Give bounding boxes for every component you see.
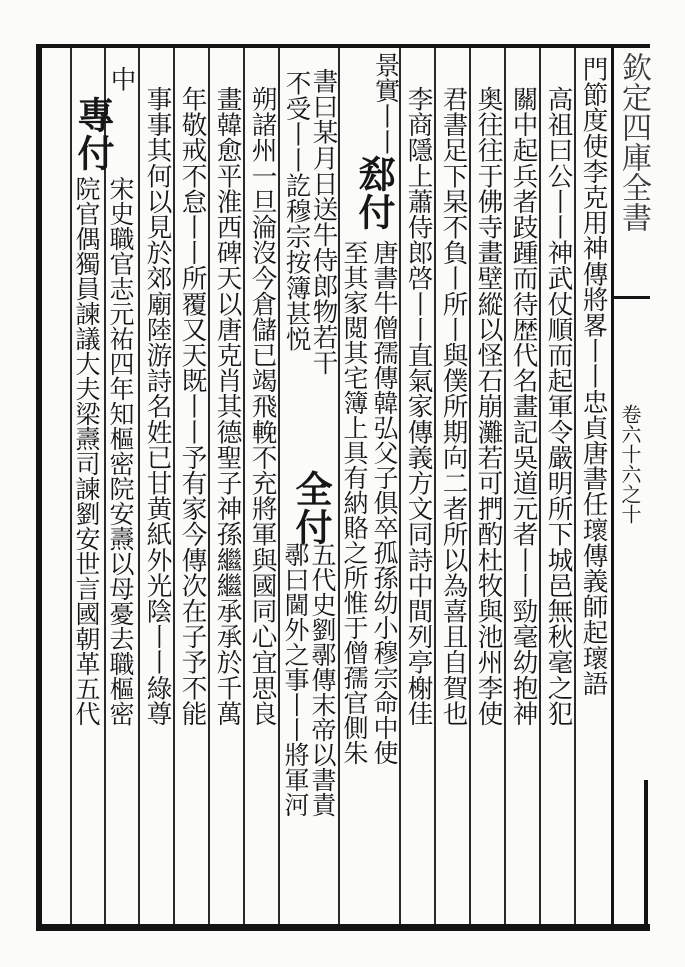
column-rule <box>469 48 471 924</box>
note-xifu-left: 至其家閲其宅簿上具有納賂之所惟于僧孺官側朱 <box>340 240 369 765</box>
column-rule <box>243 48 245 924</box>
text-column: 事事其何以見於郊廟陸游詩名姓已甘黄紙外光陰丨丨綠尊 <box>142 86 173 726</box>
headword-zhuanfu: 專付 <box>71 96 115 172</box>
text-column: 李商隱上蕭侍郎啓丨丨直氣家傳義方文同詩中間列亭榭佳 <box>403 86 434 726</box>
note-xifu-right: 唐書牛僧孺傳韓弘父子俱卒孤孫幼小穆宗命中使 <box>370 240 399 765</box>
note-quanfu-left: 鄩曰閫外之事丨丨將軍河 <box>281 542 310 817</box>
text-column: 景實丨丨 <box>370 52 401 155</box>
column-rule <box>539 48 541 924</box>
text-column: 書曰某月日送牛侍郎物若干 <box>308 68 339 376</box>
column-rule <box>278 48 280 924</box>
book-title: 欽定四庫全書 <box>616 52 651 232</box>
text-column: 朔諸州一旦淪沒今倉儲已竭飛輓不充將軍與國同心宜思良 <box>247 86 278 726</box>
note-quanfu-right: 五代史劉鄩傳末帝以書責 <box>308 542 337 817</box>
column-rule <box>399 48 401 924</box>
note-zhuanfu-left: 院官偶獨員諫議大夫梁燾司諫劉安世言國朝革五代 <box>72 176 101 726</box>
column-rule <box>138 48 140 924</box>
header-divider <box>611 44 614 931</box>
column-rule <box>208 48 210 924</box>
column-rule <box>173 48 175 924</box>
frame-left <box>36 44 42 931</box>
juan-label: 卷六十六之十 <box>618 404 642 524</box>
text-column: 中 <box>106 66 137 92</box>
text-column: 關中起兵者跂踵而待歴代名畫記吳道元者丨丨勁毫幼抱神 <box>508 86 539 726</box>
header-rule <box>614 296 650 299</box>
column-rule <box>504 48 506 924</box>
text-column: 君書足下杲不負丨所丨與僕所期向二者所以為喜且自賀也 <box>438 86 469 726</box>
text-column: 門節度使李克用神傳將畧丨丨忠貞唐書任瓌傳義師起瓌語 <box>578 56 609 696</box>
frame-right-lower <box>644 780 648 931</box>
text-column: 奥往往于佛寺畫壁縱以怪石崩灘若可捫酌杜牧與池州李使 <box>473 86 504 726</box>
column-rule <box>574 48 576 924</box>
frame-top <box>36 44 650 48</box>
headword-quanfu: 全付 <box>289 470 333 546</box>
headword-xifu: 郄付 <box>352 155 396 231</box>
note-zhuanfu-right: 宋史職官志元祐四年知樞密院安燾以母憂去職樞密 <box>106 176 135 726</box>
text-column: 年敬戒不怠丨丨所覆又天既丨丨予有家今傳次在子予不能 <box>177 86 208 726</box>
text-column: 畫韓愈平淮西碑天以唐克肖其德聖子神孫繼繼承承於千萬 <box>212 86 243 726</box>
frame-bottom <box>36 924 650 931</box>
text-column: 不受丨丨訖穆宗按簿甚悦 <box>281 70 312 352</box>
column-rule <box>434 48 436 924</box>
text-column: 高祖曰公丨丨神武仗順而起軍令嚴明所下城邑無秋毫之犯 <box>543 86 574 726</box>
